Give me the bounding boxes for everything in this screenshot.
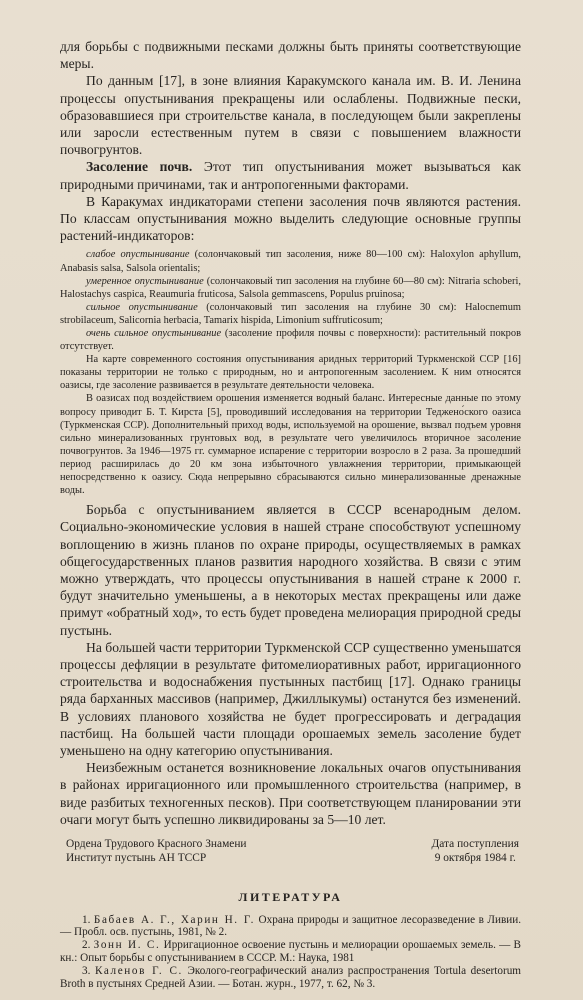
- reference-number: 3.: [82, 964, 91, 977]
- class-moderate-text: (солончаковый тип засоления на глубине 60—80 см): Nitraria schoberi, Halostachys caspica, Reaumuria fruticosa, Salsola gemmascens, Populus pruinosa;: [60, 275, 521, 300]
- paragraph-local-foci: Неизбежным останется возникновение локальных очагов опустынивания в районах ирригационного или промышленного строительства (например, в виде разбитых техногенных песков). При соответствующем планировании эти очаги могут быть успешно ликвидированы за 5—10 лет.: [60, 760, 521, 827]
- reference-text: Охрана природы и защитное лесоразведение в Ливии. — Пробл. осв. пустынь, 1981, № 2.: [60, 913, 522, 939]
- class-weak-text: (солончаковый тип засоления, ниже 80—100 см): Haloxylon aphyllum, Anabasis salsa, Salsola orientalis;: [60, 249, 521, 274]
- references-heading: ЛИТЕРАТУРА: [238, 889, 343, 904]
- reference-item: [60, 965, 521, 991]
- institution-line-2: Институт пустынь АН ТССР: [66, 851, 207, 864]
- class-very-strong-text: (засоление профиля почвы с поверхности): растительный покров отсутствует.: [60, 328, 521, 353]
- class-very-strong-label: очень сильное опустынивание: [86, 328, 222, 339]
- reference-item: [60, 914, 521, 940]
- paragraph-turkmen-ssr: На большей части территории Туркменской ССР существенно уменьшатся процессы дефляции в результате фитомелиоративных работ, ирригационного строительства и водоснабжения пустынных пастбищ [17]. Однако границы ряда барханных массивов (например, Джиллыкумы) останутся без изменений. В условиях планового хозяйства не будет прогрессировать и деградация пастбищ. На большей части площади орошаемых земель засоление будет уменьшено на одну категорию опустынивания.: [60, 639, 521, 759]
- reference-number: 1.: [82, 913, 91, 926]
- reference-authors: Каленов Г. С.: [94, 964, 183, 977]
- reference-text: Ирригационное освоение пустынь и мелиорации орошаемых земель. — В кн.: Опыт борьбы с опустыниванием в СССР. М.: Наука, 1981: [60, 939, 522, 965]
- paragraph-indicators: В Каракумах индикаторами степени засоления почв являются растения. По классам опустынивания можно выделить следующие основные группы растений-индикаторов:: [60, 193, 521, 244]
- received-label: Дата поступления: [431, 838, 519, 851]
- paragraph-intro: для борьбы с подвижными песками должны быть приняты соответствующие меры.: [60, 39, 521, 72]
- institution: [60, 838, 247, 866]
- paragraph-soil-salinization: [60, 158, 521, 192]
- institution-line-1: Ордена Трудового Красного Знамени: [66, 838, 247, 851]
- received-value: 9 октября 1984 г.: [434, 851, 516, 864]
- paragraph-oases: В оазисах под воздействием орошения изменяется водный баланс. Интересные данные по этому вопросу приводит Б. Т. Кирста [5], проводивший исследования на территории Теджено́ского оазиса (Туркменская ССР). Дополнительный приход воды, используемой на орошение, вызвал подъем уровня сильно минерализованных грунтовых вод, в результате чего увеличилось вторичное засоление почвогрунтов. За 1946—1975 гг. суммарное испарение с территории возросло в 2 раза. За прошедший период расширилась до 20 км зона избыточного увлажнения территории, примыкающей непосредственно к оазису. Сюда непрерывно сбрасываются сильно минерализованные дренажные воды.: [60, 393, 521, 497]
- reference-text: Эколого-географический анализ распространения Tortula desertorum Broth в пустынях Средней Азии. — Ботан. журн., 1977, т. 62, № 3.: [60, 964, 522, 990]
- reference-number: 2.: [82, 939, 91, 952]
- reference-item: [60, 939, 521, 965]
- paragraph-karakum-canal: По данным [17], в зоне влияния Каракумского канала им. В. И. Ленина процессы опустынивания прекращены или ослаблены. Подвижные пески, образовавшиеся при строительстве канала, в последующем были закреплены или заросли естественным путем в связи с повышением влажности почвогрунтов.: [60, 73, 521, 158]
- class-strong-text: (солончаковый тип засоления на глубине 30 см): Halocnemum strobilaceum, Salicornia herbacia, Tamarix hispida, Limonium suffruticosum;: [60, 301, 521, 326]
- paragraph-salinization-text: Этот тип опустынивания может вызываться как природными причинами, так и антропогенными факторами.: [60, 159, 521, 192]
- received-date: [432, 838, 521, 866]
- class-very-strong: [60, 327, 521, 353]
- class-moderate: [60, 275, 521, 301]
- paragraph-struggle: Борьба с опустыниванием является в СССР всенародным делом. Социально-экономические условия в нашей стране способствуют успешному воплощению в жизнь планов по охране природы, осуществляемых в рамках общегосударственных планов развития народного хозяйства. В связи с этим можно утверждать, что процессы опустынивания в нашей стране к 2000 г. будут значительно уменьшены, а в некоторых местах прекращены или даже примут «обратный ход», то есть будет проведена мелиорация природной среды пустынь.: [60, 502, 521, 638]
- reference-authors: Зонн И. С.: [93, 939, 161, 952]
- section-heading-salinization: Засоление почв.: [86, 159, 193, 175]
- signature-block: [60, 838, 521, 866]
- class-moderate-label: умеренное опустынивание: [86, 275, 204, 287]
- class-strong-label: сильное опустынивание: [86, 301, 198, 313]
- class-weak-label: слабое опустынивание: [86, 249, 190, 261]
- paragraph-map: На карте современного состояния опустынивания аридных территорий Туркменской ССР [16] показаны территории не только с природным, но и антропогенным засолением. К ним относятся оазисы, где засоление развивается в результате деятельности человека.: [60, 354, 521, 392]
- class-strong: [60, 301, 521, 327]
- class-weak: [60, 248, 521, 274]
- reference-authors: Бабаев А. Г., Харин Н. Г.: [93, 913, 256, 926]
